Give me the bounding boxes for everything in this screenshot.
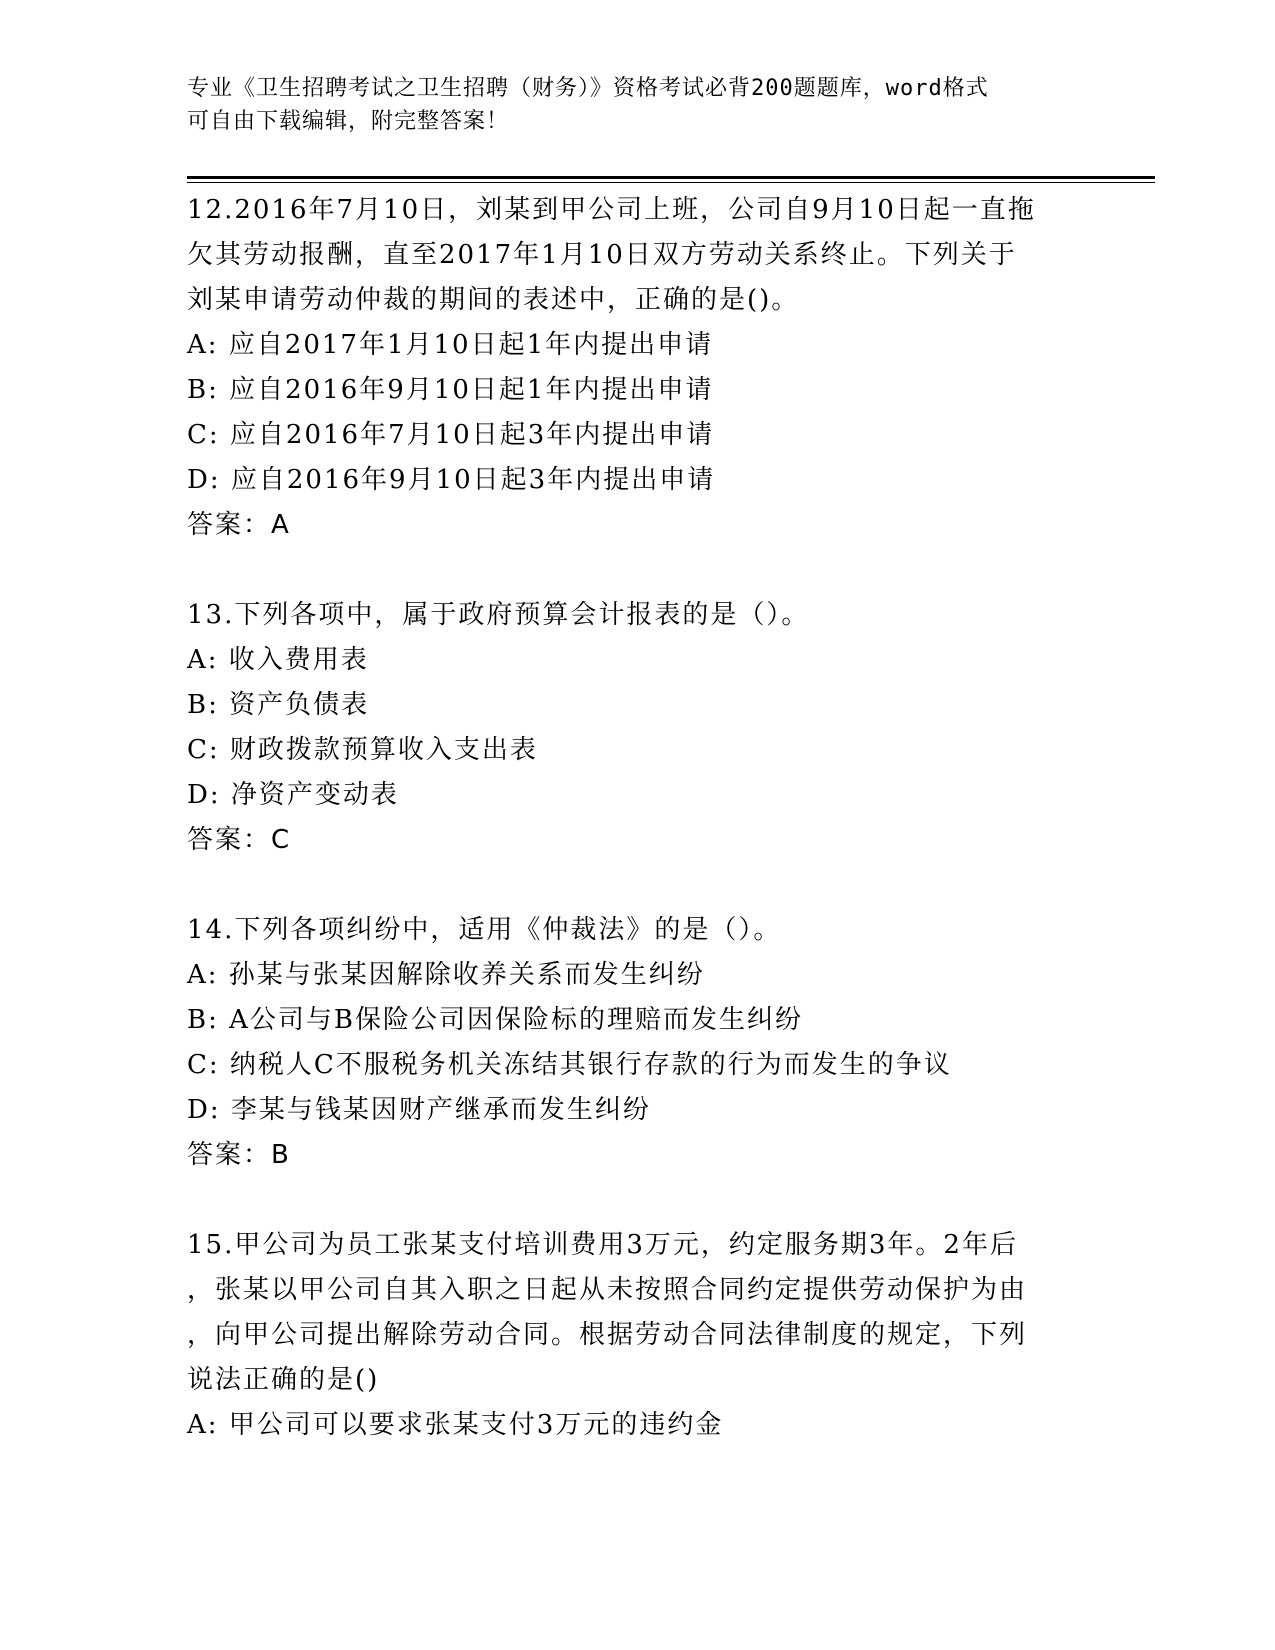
question-13 (187, 593, 1137, 863)
answer: 答案：B (187, 1140, 291, 1170)
answer: 答案：C (187, 825, 292, 855)
question-14 (187, 908, 1137, 1178)
question-text-line: ，张某以甲公司自其入职之日起从未按照合同约定提供劳动保护为由 (187, 1275, 1028, 1305)
question-12 (187, 188, 1137, 548)
option-b: B: A公司与B保险公司因保险标的理赔而发生纠纷 (187, 1005, 804, 1035)
answer: 答案：A (187, 510, 291, 540)
question-15 (187, 1223, 1137, 1448)
option-c: C: 纳税人C不服税务机关冻结其银行存款的行为而发生的争议 (187, 1050, 952, 1080)
option-d: D: 李某与钱某因财产继承而发生纠纷 (187, 1095, 651, 1125)
option-b: B: 资产负债表 (187, 690, 370, 720)
question-text-line: 12.2016年7月10日，刘某到甲公司上班，公司自9月10日起一直拖 (187, 195, 1036, 225)
question-text-line: ，向甲公司提出解除劳动合同。根据劳动合同法律制度的规定，下列 (187, 1320, 1028, 1350)
option-d: D: 净资产变动表 (187, 780, 399, 810)
question-text-line: 欠其劳动报酬，直至2017年1月10日双方劳动关系终止。下列关于 (187, 240, 1017, 270)
option-c: C: 应自2016年7月10日起3年内提出申请 (187, 420, 715, 450)
option-a: A: 收入费用表 (187, 645, 369, 675)
question-text-line: 13.下列各项中，属于政府预算会计报表的是（）。 (187, 600, 810, 630)
option-d: D: 应自2016年9月10日起3年内提出申请 (187, 465, 716, 495)
option-b: B: 应自2016年9月10日起1年内提出申请 (187, 375, 714, 405)
header-divider-thick (187, 176, 1155, 179)
question-text-line: 15.甲公司为员工张某支付培训费用3万元，约定服务期3年。2年后 (187, 1230, 1018, 1260)
question-list (187, 188, 1137, 1493)
question-text-line: 说法正确的是() (187, 1365, 380, 1395)
header-line-2: 可自由下载编辑，附完整答案！ (187, 109, 510, 134)
option-a: A: 孙某与张某因解除收养关系而发生纠纷 (187, 960, 705, 990)
question-text-line: 刘某申请劳动仲裁的期间的表述中，正确的是()。 (187, 285, 800, 315)
option-a: A: 甲公司可以要求张某支付3万元的违约金 (187, 1410, 724, 1440)
header-line-1: 专业《卫生招聘考试之卫生招聘（财务）》资格考试必背200题题库，word格式 (187, 76, 989, 101)
document-header (187, 72, 1067, 138)
option-a: A: 应自2017年1月10日起1年内提出申请 (187, 330, 714, 360)
header-divider-thin (187, 182, 1155, 183)
option-c: C: 财政拨款预算收入支出表 (187, 735, 538, 765)
question-text-line: 14.下列各项纠纷中，适用《仲裁法》的是（）。 (187, 915, 782, 945)
